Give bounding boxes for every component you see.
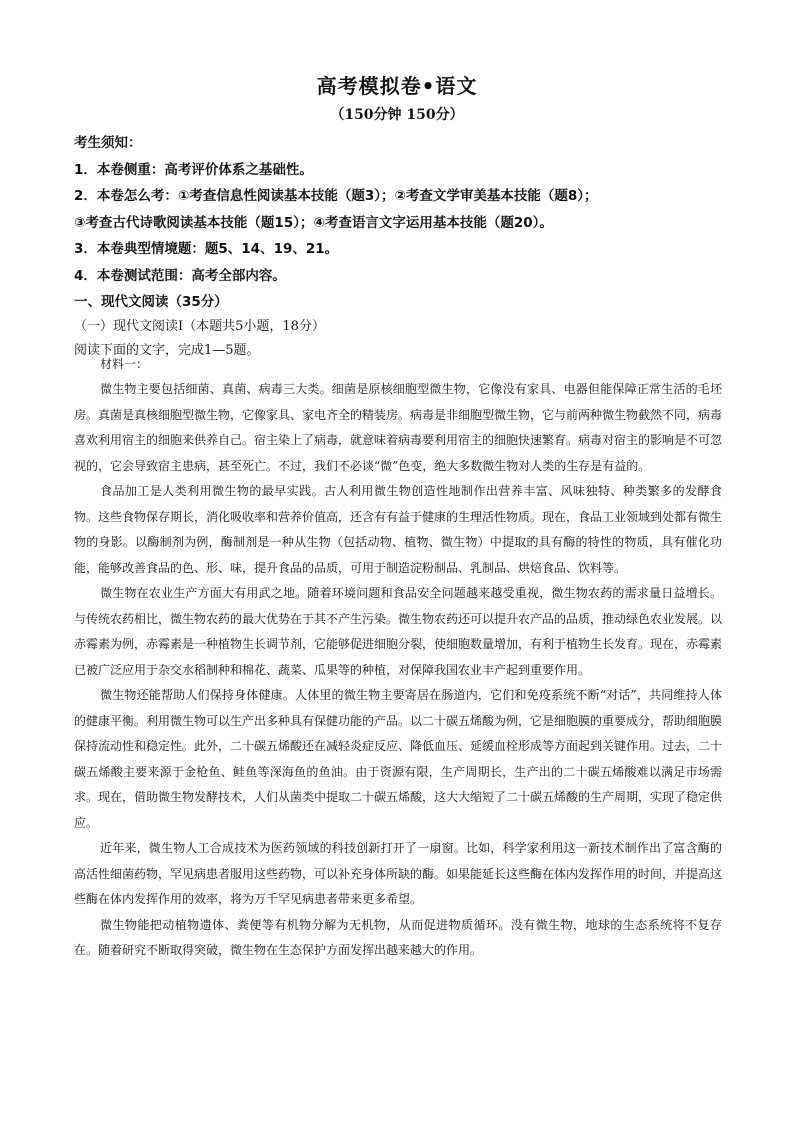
section-heading: 一、现代文阅读（35分）	[74, 294, 228, 310]
material-paragraph: 食品加工是人类利用微生物的最早实践。古人利用微生物创造性地制作出营养丰富、风味独特、种类繁多的发酵食物。这些食物保存期长，消化吸收率和营养价值高，还含有有益于健康的生理活性物质。现在，食品工业领域到处都有微生物的身影。以酶制剂为例，酶制剂是一种从生物（包括动物、植物、微生物）中提取的具有酶的特性的物质，具有催化功能，能够改善食品的色、形、味，提升食品的品质，可用于制造淀粉制品、乳制品、烘焙食品、饮料等。	[74, 484, 723, 575]
candidate-notes	[74, 130, 734, 363]
reading-instruction: 阅读下面的文字，完成1—5题。	[74, 343, 260, 358]
notes-item: 2．本卷怎么考：①考查信息性阅读基本技能（题3）；②考查文学审美基本技能（题8）；	[74, 188, 598, 204]
subsection-heading: （一）现代文阅读Ⅰ（本题共5小题，18分）	[74, 319, 325, 334]
material-paragraph: 微生物能把动植物遗体、粪便等有机物分解为无机物，从而促进物质循环。没有微生物，地球的生态系统将不复存在。随着研究不断取得突破，微生物在生态保护方面发挥出越来越大的作用。	[74, 917, 722, 957]
material-paragraph: 微生物主要包括细菌、真菌、病毒三大类。细菌是原核细胞型微生物，它像没有家具、电器但能保障正常生活的毛坯房。真菌是真核细胞型微生物，它像家具、家电齐全的精装房。病毒是非细胞型微生物，它与前两种微生物截然不同，病毒喜欢利用宿主的细胞来供养自己。宿主染上了病毒，就意味着病毒要利用宿主的细胞快速繁育。病毒对宿主的影响是不可忽视的，它会导致宿主患病，甚至死亡。不过，我们不必谈“微”色变，绝大多数微生物对人类的生存是有益的。	[74, 382, 723, 473]
material-paragraph: 微生物在农业生产方面大有用武之地。随着环境问题和食品安全问题越来越受重视，微生物农药的需求量日益增长。与传统农药相比，微生物农药的最大优势在于其不产生污染。微生物农药还可以提升农产品的品质，推动绿色农业发展。以赤霉素为例，赤霉素是一种植物生长调节剂，它能够促进细胞分裂，使细胞数量增加，有利于植物生长发育。现在，赤霉素已被广泛应用于杂交水稻制种和棉花、蔬菜、瓜果等的种植，对保障我国农业丰产起到重要作用。	[74, 586, 723, 677]
notes-item: 1．本卷侧重：高考评价体系之基础性。	[74, 161, 313, 178]
material-label: 材料一：	[100, 357, 149, 371]
notes-item: 4．本卷测试范围：高考全部内容。	[74, 267, 286, 284]
material-paragraph: 微生物还能帮助人们保持身体健康。人体里的微生物主要寄居在肠道内，它们和免疫系统不断“对话”，共同维持人体的健康平衡。利用微生物可以生产出多种具有保健功能的产品。以二十碳五烯酸为例，它是细胞膜的重要成分，帮助细胞膜保持流动性和稳定性。此外，二十碳五烯酸还在减轻炎症反应、降低血压、延缓血栓形成等方面起到关键作用。过去，二十碳五烯酸主要来源于金枪鱼、鲑鱼等深海鱼的鱼油。由于资源有限，生产周期长，生产出的二十碳五烯酸难以满足市场需求。现在，借助微生物发酵技术，人们从菌类中提取二十碳五烯酸，这大大缩短了二十碳五烯酸的生产周期，实现了稳定供应。	[74, 688, 723, 830]
notes-item: 3．本卷典型情境题：题5、14、19、21。	[74, 241, 339, 257]
notes-item: ③考查古代诗歌阅读基本技能（题15）；④考查语言文字运用基本技能（题20）。	[74, 214, 553, 231]
material-paragraph: 近年来，微生物人工合成技术为医药领域的科技创新打开了一扇窗。比如，科学家利用这一新技术制作出了富含酶的高活性细菌药物，罕见病患者服用这些药物，可以补充身体所缺的酶。如果能延长这些酶在体内发挥作用的时间，并提高这些酶在体内发挥作用的效率，将为万千罕见病患者带来更多希望。	[74, 841, 723, 906]
exam-title: 高考模拟卷•语文	[316, 74, 478, 98]
exam-duration-score: （150分钟 150分）	[330, 107, 464, 123]
notes-heading: 考生须知：	[74, 135, 142, 151]
reading-material	[74, 352, 722, 964]
